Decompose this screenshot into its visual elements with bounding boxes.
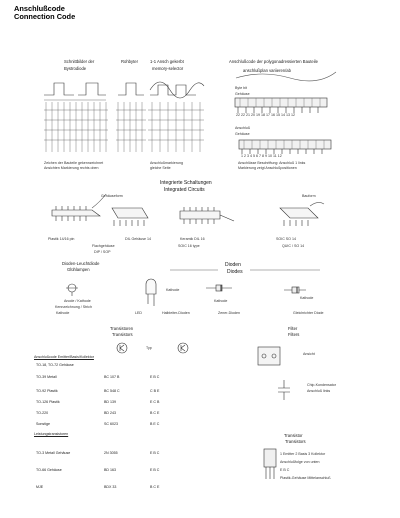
rohbyter-diagram — [116, 83, 146, 152]
ic-caption-1: Plastik 14/16 pin — [48, 237, 75, 241]
transistor-row-pkg: BD 243 — [104, 411, 116, 415]
diode-caption-4: Gleichrichter Diode — [293, 311, 324, 315]
transistor-row-pkg: BDX 33 — [104, 485, 117, 489]
ic-type-4: QUIC / SO 14 — [282, 244, 305, 248]
diode-caption-2: Halbleiter-Dioden — [162, 311, 190, 315]
ic-heading-en: Integrated Circuits — [164, 187, 205, 193]
diodes-heading-en: Diodes — [227, 269, 243, 275]
led-component — [146, 279, 156, 306]
sensor-heading-en: Transistors — [285, 439, 306, 444]
filter-note-2b: Anschluß links — [307, 389, 331, 393]
filter-capacitor — [278, 380, 290, 400]
sensor-heading-de: Transistor — [284, 433, 303, 438]
diode-caption-3: Zener-Dioden — [218, 311, 240, 315]
note-left-2: Ansichten Markierung rechts oben — [44, 166, 99, 170]
ic-label-right: Bauform — [302, 194, 316, 198]
transistor-row-pin: E B C — [150, 375, 160, 379]
led-title-2: Glühlampen — [67, 267, 90, 272]
diode-mid-label: Kathode — [166, 288, 180, 292]
diodes-heading-de: Dioden — [225, 262, 241, 268]
col3-caption-2: memory-selector — [152, 66, 184, 71]
led-note-1: Anode / Kathode — [64, 299, 91, 303]
col1-caption-1: Schnittbilder der — [64, 59, 95, 64]
col4-caption-2: anschlußplan variieren/ab — [243, 68, 291, 73]
ic-caption-3: Keramik DIL 16 — [180, 237, 205, 241]
transistor-row-type: TO-66 Gehäuse — [36, 468, 62, 472]
diode-caption-1: LED — [135, 311, 142, 315]
transistor-row-type: Leistungstransistoren — [34, 432, 69, 436]
sensor-line-4: Plastik-Gehäuse Mittelanschluß — [280, 476, 331, 480]
strip2-sub: Gehäuse — [235, 132, 250, 136]
ic-package-1 — [52, 194, 106, 221]
col3-caption-1: 1-1 Ansch gekerbt — [150, 59, 184, 64]
ic-caption-2: DIL Gehäuse 14 — [125, 237, 152, 241]
note-left-1: Zeichen der Bauteile gekennzeichnet — [44, 161, 104, 165]
strip1-sub: Gehäuse — [235, 92, 250, 96]
transistor-row-pin: E B C — [150, 451, 160, 455]
col1-caption-2: Bystrodiode — [64, 66, 87, 71]
bystrodiode-diagram — [44, 83, 108, 152]
transistor-row-pin: E C B — [150, 400, 160, 404]
connector-strip-1 — [235, 98, 327, 113]
transistor-symbol-2 — [178, 343, 188, 353]
transistor-row-pin: E B C — [150, 468, 160, 472]
page-title-de: Anschlußcode — [14, 4, 65, 13]
transistor-row-type: MJE — [36, 485, 44, 489]
transistor-row-type: TO-220 — [36, 411, 49, 415]
ic-caption-4: SOIC SO 14 — [276, 237, 296, 241]
transistor-row-type: TO-3 Metall Gehäuse — [36, 451, 71, 455]
connector-strip-2 — [239, 140, 331, 154]
diode-component — [206, 285, 232, 291]
col4-caption-1: Anschlußcode der polygonadressierten Bauteile — [229, 59, 318, 64]
transistor-row-pkg: BC 107 B — [104, 375, 120, 379]
transistor-row-pin: C B E — [150, 389, 160, 393]
ic-package-4 — [280, 202, 324, 226]
led-note-3: Kathode — [56, 311, 70, 315]
transistor-row-type: TO-18, TO-72 Gehäuse — [36, 363, 74, 367]
ic-type-3: SOIC 16 type — [178, 244, 200, 248]
sensor-line-1: 1 Emitter 2 Basis 3 Kollektor — [280, 452, 326, 456]
led-symbol — [66, 284, 78, 296]
note-mid-1: Anschlußmarkierung — [150, 161, 183, 165]
transistor-row-pkg: BD 163 — [104, 468, 116, 472]
strip2-numbers: 1 2 3 4 5 6 7 8 9 10 11 12 — [241, 154, 282, 158]
filter-heading-en: Filters — [288, 332, 300, 337]
strip1-numbers: 22 22 21 20 19 18 17 16 15 14 13 12 — [236, 113, 295, 117]
sensor-package — [264, 449, 276, 479]
transistor-row-pkg: BC 548 C — [104, 389, 120, 393]
diode-right-note: Kathode — [300, 296, 314, 300]
transistor-row-pkg: 2N 3055 — [104, 451, 118, 455]
note-right-2: Markierung zeigt Anschlußpositionen — [238, 166, 297, 170]
led-note-2: Kennzeichnung / Strich — [55, 305, 92, 309]
transistor-row-pin: B C E — [150, 485, 160, 489]
note-mid-2: gleiche Seite — [150, 166, 171, 170]
transistor-row-type: Anschlußcode Emitter/Basis/Kollektor — [34, 355, 94, 359]
ic-sub2: DIP / SOP — [94, 250, 111, 254]
ic-package-3 — [180, 207, 234, 224]
ic-heading-de: Integrierte Schaltungen — [160, 180, 212, 186]
page-title-en: Connection Code — [14, 12, 76, 21]
selector-diagram — [148, 82, 204, 152]
note-right-1: Anschlüsse Beschriftung: Anschluß 1 links — [238, 161, 306, 165]
transistor-row-type: Sonstige — [36, 422, 50, 426]
transistor-row-pkg: SC 6023 — [104, 422, 118, 426]
filter-package — [258, 347, 280, 365]
ic-package-2 — [112, 208, 148, 226]
transistor-symbol-1 — [117, 343, 127, 353]
transistor-row-pin: B E C — [150, 422, 160, 426]
transistor-row-pin: B C E — [150, 411, 160, 415]
filter-note-2a: Chip-Kondensator — [307, 383, 336, 387]
led-title-1: Dioden-Leuchtdiode — [62, 261, 100, 266]
col2-caption: Rohbyter — [121, 59, 138, 64]
transistor-row-type: TO-126 Plastik — [36, 400, 60, 404]
transistor-row-type: TO-92 Plastik — [36, 389, 58, 393]
transistor-row-type: TO-39 Metall — [36, 375, 57, 379]
transistor-heading-en: Transistors — [112, 332, 133, 337]
sensor-line-3: E B C — [280, 468, 290, 472]
transistor-table-head: Typ — [146, 346, 152, 350]
transistor-row-pkg: BD 139 — [104, 400, 116, 404]
sensor-line-2: Anschlußfolge von unten — [280, 460, 320, 464]
strip2-label: Anschluß — [235, 126, 250, 130]
filter-heading-de: Filter — [288, 326, 298, 331]
zener-component — [284, 287, 306, 293]
diode-mid-note: Kathode — [214, 299, 228, 303]
ic-label-left: Gehäuseform — [101, 194, 123, 198]
filter-note-1: Ansicht — [303, 352, 315, 356]
transistor-heading-de: Transistoren — [110, 326, 134, 331]
ic-subcaption: Flachgehäuse — [92, 244, 115, 248]
strip1-label: Byte bit — [235, 86, 247, 90]
